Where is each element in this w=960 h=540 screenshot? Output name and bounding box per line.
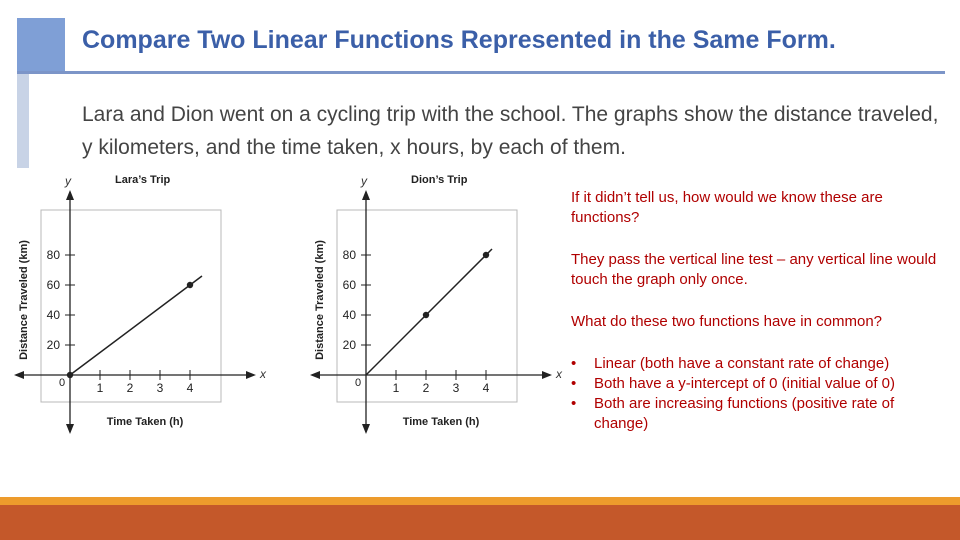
series-line (70, 276, 202, 375)
chart-title: Lara’s Trip (115, 174, 171, 186)
heading-rule (17, 71, 945, 74)
dion-chart (306, 170, 561, 440)
y-tick-label: 40 (342, 308, 356, 322)
y-axis-arrow-up (66, 190, 74, 200)
note-question-2: What do these two functions have in common? (571, 313, 883, 330)
x-tick-label: 2 (422, 381, 430, 395)
intro-text: Lara and Dion went on a cycling trip with the school. The graphs show the distance traveled, y kilometers, and the time taken, x hours, by each of them. (82, 103, 939, 159)
y-axis-arrow-down (362, 424, 370, 434)
x-tick-label: 3 (452, 381, 460, 395)
x-axis-letter: x (556, 367, 562, 381)
x-tick-label: 4 (482, 381, 490, 395)
dion-chart-svg (306, 170, 561, 440)
note-bullet: • Both have a y-intercept of 0 (initial value of 0) (571, 374, 941, 394)
footer-bar (0, 505, 960, 540)
lara-chart (10, 170, 265, 440)
y-tick-label: 20 (46, 338, 60, 352)
y-axis-letter: y (361, 174, 367, 188)
x-axis-arrow-left (310, 371, 320, 379)
series-line (366, 249, 492, 375)
data-point (67, 372, 73, 378)
note-bullet: • Linear (both have a constant rate of change) (571, 354, 941, 374)
y-axis-letter: y (65, 174, 71, 188)
note-bullet: • Both are increasing functions (positive rate of change) (571, 394, 941, 434)
y-tick-label: 80 (46, 248, 60, 262)
note-bullet-list (571, 354, 941, 434)
x-tick-label: 1 (96, 381, 104, 395)
y-tick-label: 60 (342, 278, 356, 292)
chart-frame (337, 210, 517, 402)
data-point (187, 282, 193, 288)
page-heading: Compare Two Linear Functions Represented in the Same Form. (82, 26, 836, 54)
x-axis-arrow-right (246, 371, 256, 379)
lara-chart-svg (10, 170, 265, 440)
footer-accent-bar (0, 497, 960, 505)
decorative-pattern-block (17, 18, 65, 74)
notes-panel (571, 188, 941, 434)
x-axis-arrow-right (542, 371, 552, 379)
x-axis-label: Time Taken (h) (402, 416, 480, 428)
x-tick-label: 1 (392, 381, 400, 395)
y-tick-label: 80 (342, 248, 356, 262)
x-tick-label: 3 (156, 381, 164, 395)
origin-label: 0 (354, 377, 362, 389)
x-axis-letter: x (260, 367, 266, 381)
y-axis-label: Distance Traveled (km) (314, 240, 326, 360)
y-tick-label: 20 (342, 338, 356, 352)
note-answer-1: They pass the vertical line test – any vertical line would touch the graph only once. (571, 251, 937, 288)
x-axis-arrow-left (14, 371, 24, 379)
x-tick-label: 2 (126, 381, 134, 395)
y-tick-label: 40 (46, 308, 60, 322)
data-point (423, 312, 429, 318)
y-axis-arrow-down (66, 424, 74, 434)
data-point (483, 252, 489, 258)
x-tick-label: 4 (186, 381, 194, 395)
origin-label: 0 (58, 377, 66, 389)
chart-title: Dion’s Trip (411, 174, 468, 186)
y-axis-label: Distance Traveled (km) (18, 240, 30, 360)
x-axis-label: Time Taken (h) (106, 416, 184, 428)
note-question-1: If it didn’t tell us, how would we know these are functions? (571, 189, 883, 226)
y-axis-arrow-up (362, 190, 370, 200)
y-tick-label: 60 (46, 278, 60, 292)
